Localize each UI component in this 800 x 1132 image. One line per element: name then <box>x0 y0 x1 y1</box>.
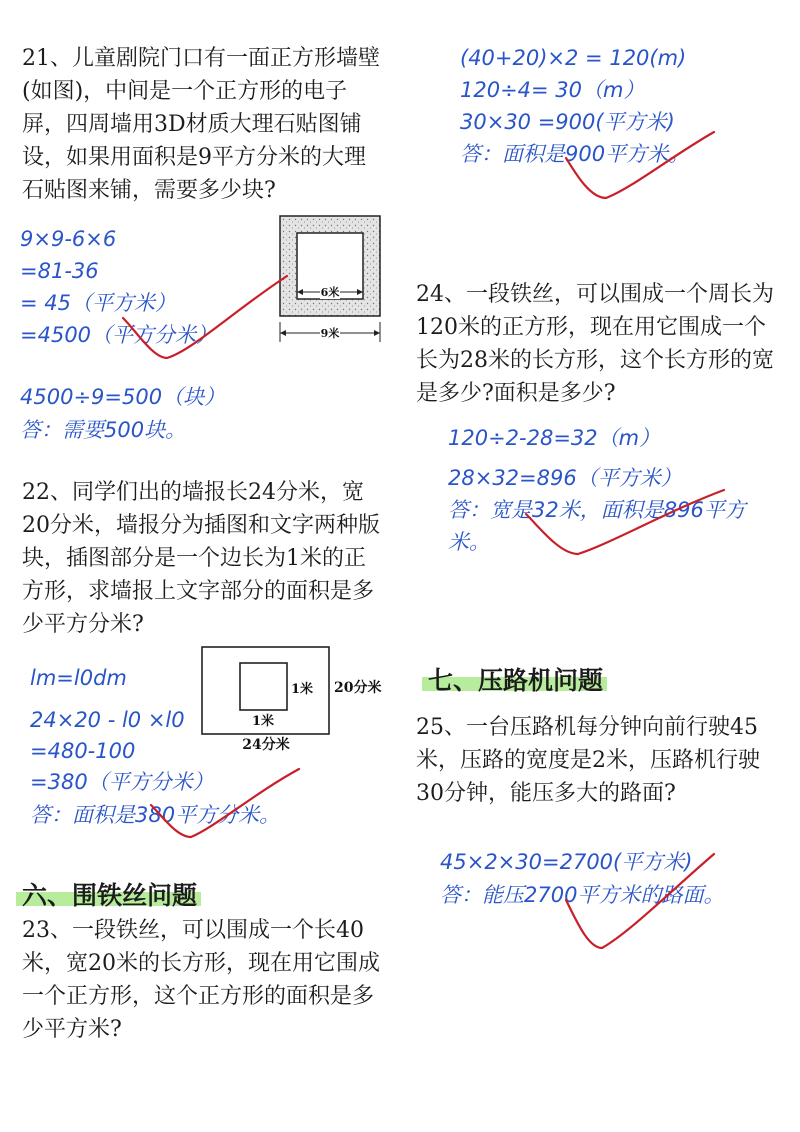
q24-work-line-2: 28×32=896（平方米） <box>448 466 682 490</box>
question-23-text: 23、一段铁丝，可以围成一个长40米，宽20米的长方形，现在用它围成一个正方形，这个正方形的面积是多少平方米? <box>22 918 380 1042</box>
q24-work-line-1: 120÷2-28=32（m） <box>448 426 661 450</box>
q23-work-line-1: (40+20)×2 = 120(m) <box>460 46 687 70</box>
inner-right-label: 1米 <box>291 682 314 697</box>
q22-work-line-3: =480-100 <box>30 739 136 763</box>
q21-work-line-5: 4500÷9=500（块） <box>20 385 226 409</box>
length-label: 24分米 <box>242 737 290 753</box>
q24-check-mark <box>520 480 730 560</box>
q22-work-line-1: lm=l0dm <box>30 666 127 690</box>
section-6-heading <box>22 876 197 912</box>
inner-side-label: 6米 <box>320 286 340 299</box>
width-label: 20分米 <box>334 680 382 696</box>
section-6-title: 六、围铁丝问题 <box>22 881 198 910</box>
q21-check-mark <box>115 270 295 370</box>
section-7-heading <box>428 661 603 697</box>
q21-work-line-1: 9×9-6×6 <box>20 227 117 251</box>
q23-check-mark <box>560 128 720 208</box>
q22-check-mark <box>145 765 305 845</box>
q21-work-line-2: =81-36 <box>20 259 99 283</box>
section-7-title: 七、压路机问题 <box>428 666 604 695</box>
q22-poster-figure <box>200 645 400 757</box>
question-25-text: 25、一台压路机每分钟向前行驶45米，压路的宽度是2米，压路机行驶30分钟，能压多大的路面? <box>416 715 760 806</box>
outer-side-label: 9米 <box>320 327 340 340</box>
q21-work-line-6: 答：需要500块。 <box>20 418 187 442</box>
illustration-square <box>240 663 287 710</box>
q24-work-line-3: 答：宽是32米，面积是896平方 <box>448 498 746 522</box>
q23-work-line-4: 答：面积是900平方米。 <box>460 142 690 166</box>
q21-work-line-3: = 45（平方米） <box>20 291 176 315</box>
q25-check-mark <box>560 850 720 960</box>
q24-work-line-4: 米。 <box>448 530 490 554</box>
q22-work-line-5: 答：面积是380平方分米。 <box>30 803 281 827</box>
q23-work-line-2: 120÷4= 30（m） <box>460 78 645 102</box>
q21-work-line-4: =4500（平方分米） <box>20 323 218 347</box>
question-21-text: 21、儿童剧院门口有一面正方形墙壁(如图)，中间是一个正方形的电子屏，四周墙用3D材质大理石贴图铺设，如果用面积是9平方分米的大理石贴图来铺，需要多少块? <box>22 46 380 203</box>
inner-bottom-label: 1米 <box>251 714 275 729</box>
q25-work-line-1: 45×2×30=2700(平方米) <box>440 850 693 874</box>
q25-work-line-2: 答：能压2700平方米的路面。 <box>440 883 725 907</box>
question-24-text: 24、一段铁丝，可以围成一个周长为120米的正方形，现在用它围成一个长为28米的长方形，这个长方形的宽是多少?面积是多少? <box>416 282 774 406</box>
question-22-text: 22、同学们出的墙报长24分米，宽20分米，墙报分为插图和文字两种版块，插图部分是一个边长为1米的正方形，求墙报上文字部分的面积是多少平方分米? <box>22 480 380 637</box>
q22-work-line-2: 24×20 - l0 ×l0 <box>30 708 185 732</box>
q23-work-line-3: 30×30 =900(平方米) <box>460 110 675 134</box>
q22-work-line-4: =380（平方分米） <box>30 770 214 794</box>
